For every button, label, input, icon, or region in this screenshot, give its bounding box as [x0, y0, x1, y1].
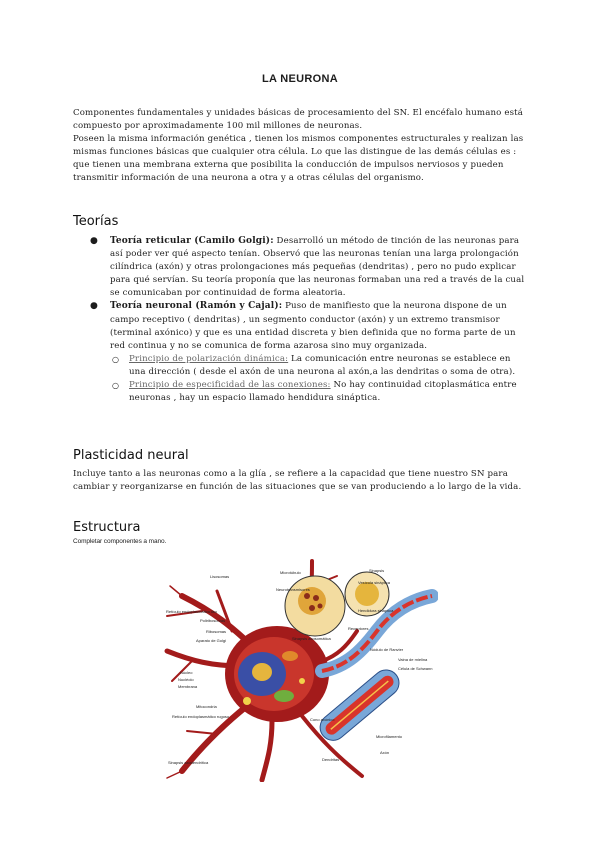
theory-name: Teoría neuronal (Ramón y Cajal): — [110, 301, 283, 312]
section-heading-teorias: Teorías — [73, 214, 119, 229]
label-vesicula: Vesícula sináptica — [358, 580, 391, 585]
label-neurotransmisores: Neurotransmisores — [276, 587, 310, 592]
label-axodendritica: Sinapsis axodendrítica — [168, 760, 209, 765]
label-axon: Axón — [380, 750, 390, 755]
estructura-caption: Completar componentes a mano. — [73, 538, 167, 545]
neuron-diagram — [162, 556, 438, 782]
label-reticulo-rugoso: Retículo endoplasmático rugoso — [172, 714, 230, 719]
theory-name: Teoría reticular (Camilo Golgi): — [110, 236, 274, 246]
theory-text: Desarrolló un método de tinción de las neuronas para así poder ver qué aspecto tenían. Observó que las neuronas tenían una larga prolongación cilíndrica (axón) y otras prolongaciones más pequeñas (dendritas) , pero no pudo explicar para qué servían. Su teoría proponía que las neuronas formaban una red a través de la cual se comunicaban por continuidad de forma aleatoria. — [110, 236, 525, 299]
bullet-icon: ● — [90, 236, 99, 246]
principle-text: No hay continuidad citoplasmática entre neuronas , hay un espacio llamado hendidura sináptica. — [129, 380, 517, 404]
label-ranvier: Nódulo de Ranvier — [370, 647, 404, 652]
label-hendidura: Hendidura sináptica — [358, 608, 394, 613]
label-poliribosomas: Poliribosomas — [200, 618, 226, 623]
bullet-icon: ● — [90, 301, 99, 312]
label-microfilamento: Microfilamento — [376, 734, 403, 739]
principle-item-polarizacion — [110, 353, 530, 379]
section-heading-estructura: Estructura — [73, 520, 141, 535]
principle-link[interactable]: Principio de polarización dinámica: — [129, 353, 289, 364]
label-cono-axonico: Cono axónico — [310, 717, 335, 722]
theory-item-neuronal — [90, 300, 530, 405]
label-axosomatica: Sinapsis axosomática — [292, 636, 331, 641]
label-schwann: Célula de Schwann — [398, 666, 433, 671]
label-nucleo: Núcleo — [180, 670, 193, 675]
principles-list — [110, 353, 530, 405]
label-dendritas: Dendritas — [322, 757, 340, 762]
theory-text: Puso de manifiesto que la neurona dispone de un campo receptivo ( dendritas) , un segmento conductor (axón) y un extremo transmisor (terminal axónico) y que es una entidad discreta y bien definida que no forma parte de un red continua y no se comunica de forma azarosa sino muy organizada. — [110, 301, 516, 351]
principle-link[interactable]: Principio de especificidad de las conexiones: — [129, 380, 331, 391]
intro-paragraph-1: Componentes fundamentales y unidades básicas de procesamiento del SN. El encéfalo humano está compuesto por aproximadamente 100 mil millones de neuronas. — [73, 108, 524, 132]
principle-item-especificidad — [110, 379, 530, 405]
label-mielina: Vaina de mielina — [398, 657, 428, 662]
label-membrana: Membrana — [178, 684, 198, 689]
label-sinapsis: Sinapsis — [369, 568, 385, 573]
label-reticulo-liso: Retículo endoplasmático liso — [166, 609, 217, 614]
principle-text: La comunicación entre neuronas se establece en una dirección ( desde el axón de una neurona al axón,a las dendritas o soma de otra). — [129, 353, 516, 377]
label-receptores: Receptores — [348, 626, 369, 631]
label-mitocondria: Mitocondria — [196, 704, 217, 709]
label-microtubulo: Microtúbulo — [280, 570, 301, 575]
plasticidad-paragraph: Incluye tanto a las neuronas como a la glía , se refiere a la capacidad que tiene nuestro SN para cambiar y reorganizarse en función de las situaciones que se van produciendo a lo largo de la vida. — [73, 469, 522, 493]
label-ribosomas: Ribosomas — [206, 629, 227, 634]
theories-list — [90, 235, 530, 405]
theory-item-reticular — [90, 235, 530, 300]
page-title: LA NEURONA — [262, 73, 338, 85]
circle-bullet-icon: ○ — [112, 354, 120, 364]
label-nucleolo: Nucléolo — [178, 677, 194, 682]
label-lisosomas: Lisosomas — [210, 574, 230, 579]
label-golgi: Aparato de Golgi — [196, 638, 227, 643]
nucleolus — [252, 663, 272, 681]
intro-paragraph-2: Poseen la misma información genética , tienen los mismos componentes estructurales y realizan las mismas funciones básicas que cualquier otra célula. Lo que las distingue de las demás células es : que tienen una membrana externa que posibilita la conducción de impulsos nerviosos y pueden transmitir información de una neurona a otra y a otras células del organismo. — [73, 134, 524, 184]
circle-bullet-icon: ○ — [112, 381, 120, 391]
section-heading-plasticidad: Plasticidad neural — [73, 448, 189, 463]
